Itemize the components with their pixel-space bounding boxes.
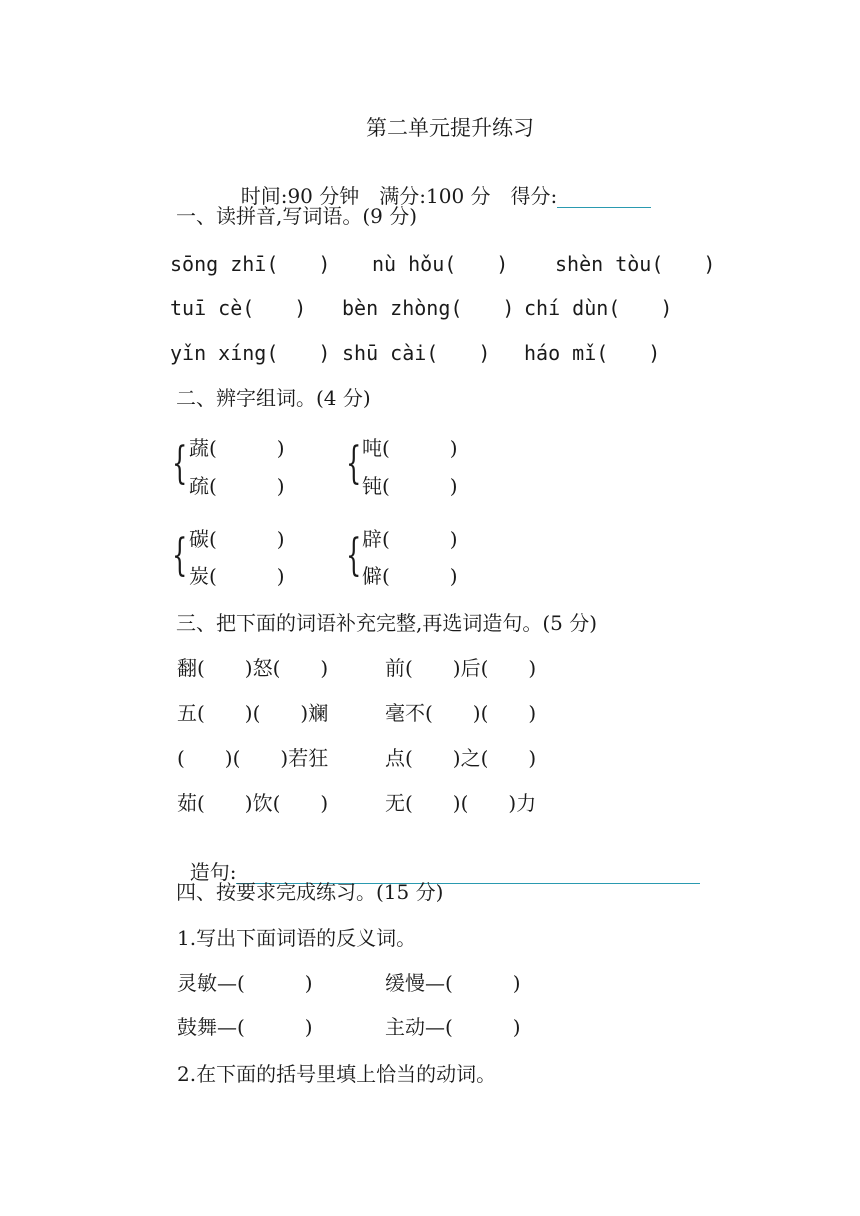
left-brace: { xyxy=(172,438,188,489)
pinyin-item: yǐn xíng( ) xyxy=(170,341,331,365)
idiom-item: ( )( )若狂 xyxy=(177,746,329,770)
idiom-item: 翻( )怒( ) xyxy=(177,656,329,680)
time-info: 时间:90 分钟 xyxy=(240,184,360,208)
antonym-item: 鼓舞—( ) xyxy=(177,1015,313,1039)
idiom-item: 茹( )饮( ) xyxy=(177,791,329,815)
idiom-item: 五( )( )斓 xyxy=(177,701,329,725)
question-2: 2.在下面的括号里填上恰当的动词。 xyxy=(177,1062,497,1086)
score-label: 得分: xyxy=(510,184,558,208)
pinyin-item: nù hǒu( ) xyxy=(372,252,509,276)
section-2-heading: 二、辨字组词。(4 分) xyxy=(176,386,371,410)
pinyin-item: shèn tòu( ) xyxy=(555,252,716,276)
full-score-info: 满分:100 分 xyxy=(379,184,491,208)
char-word-item: 蔬( ) xyxy=(189,436,285,460)
left-brace: { xyxy=(346,530,362,581)
char-word-item: 疏( ) xyxy=(189,474,285,498)
section-1-heading: 一、读拼音,写词语。(9 分) xyxy=(176,204,418,228)
idiom-item: 毫不( )( ) xyxy=(385,701,537,725)
pinyin-item: shū cài( ) xyxy=(342,341,491,365)
exam-meta xyxy=(228,160,651,208)
question-1: 1.写出下面词语的反义词。 xyxy=(177,926,417,950)
pinyin-item: bèn zhòng( ) xyxy=(342,296,515,320)
section-4-heading: 四、按要求完成练习。(15 分) xyxy=(176,880,444,904)
char-word-item: 僻( ) xyxy=(362,564,458,588)
sentence-row xyxy=(177,836,700,884)
pinyin-item: tuī cè( ) xyxy=(170,296,307,320)
section-3-heading: 三、把下面的词语补充完整,再选词造句。(5 分) xyxy=(176,611,598,635)
antonym-item: 灵敏—( ) xyxy=(177,971,313,995)
idiom-item: 前( )后( ) xyxy=(385,656,537,680)
page-title: 第二单元提升练习 xyxy=(366,116,534,140)
pinyin-item: háo mǐ( ) xyxy=(524,341,661,365)
idiom-item: 无( )( )力 xyxy=(385,791,537,815)
char-word-item: 碳( ) xyxy=(189,527,285,551)
char-word-item: 吨( ) xyxy=(362,436,458,460)
pinyin-item: chí dùn( ) xyxy=(524,296,673,320)
antonym-item: 缓慢—( ) xyxy=(385,971,521,995)
char-word-item: 炭( ) xyxy=(189,564,285,588)
left-brace: { xyxy=(346,438,362,489)
idiom-item: 点( )之( ) xyxy=(385,746,537,770)
sentence-label: 造句: xyxy=(189,860,237,884)
char-word-item: 辟( ) xyxy=(362,527,458,551)
pinyin-item: sōng zhī( ) xyxy=(170,252,331,276)
antonym-item: 主动—( ) xyxy=(385,1015,521,1039)
char-word-item: 钝( ) xyxy=(362,474,458,498)
left-brace: { xyxy=(172,530,188,581)
score-blank[interactable] xyxy=(557,185,651,208)
